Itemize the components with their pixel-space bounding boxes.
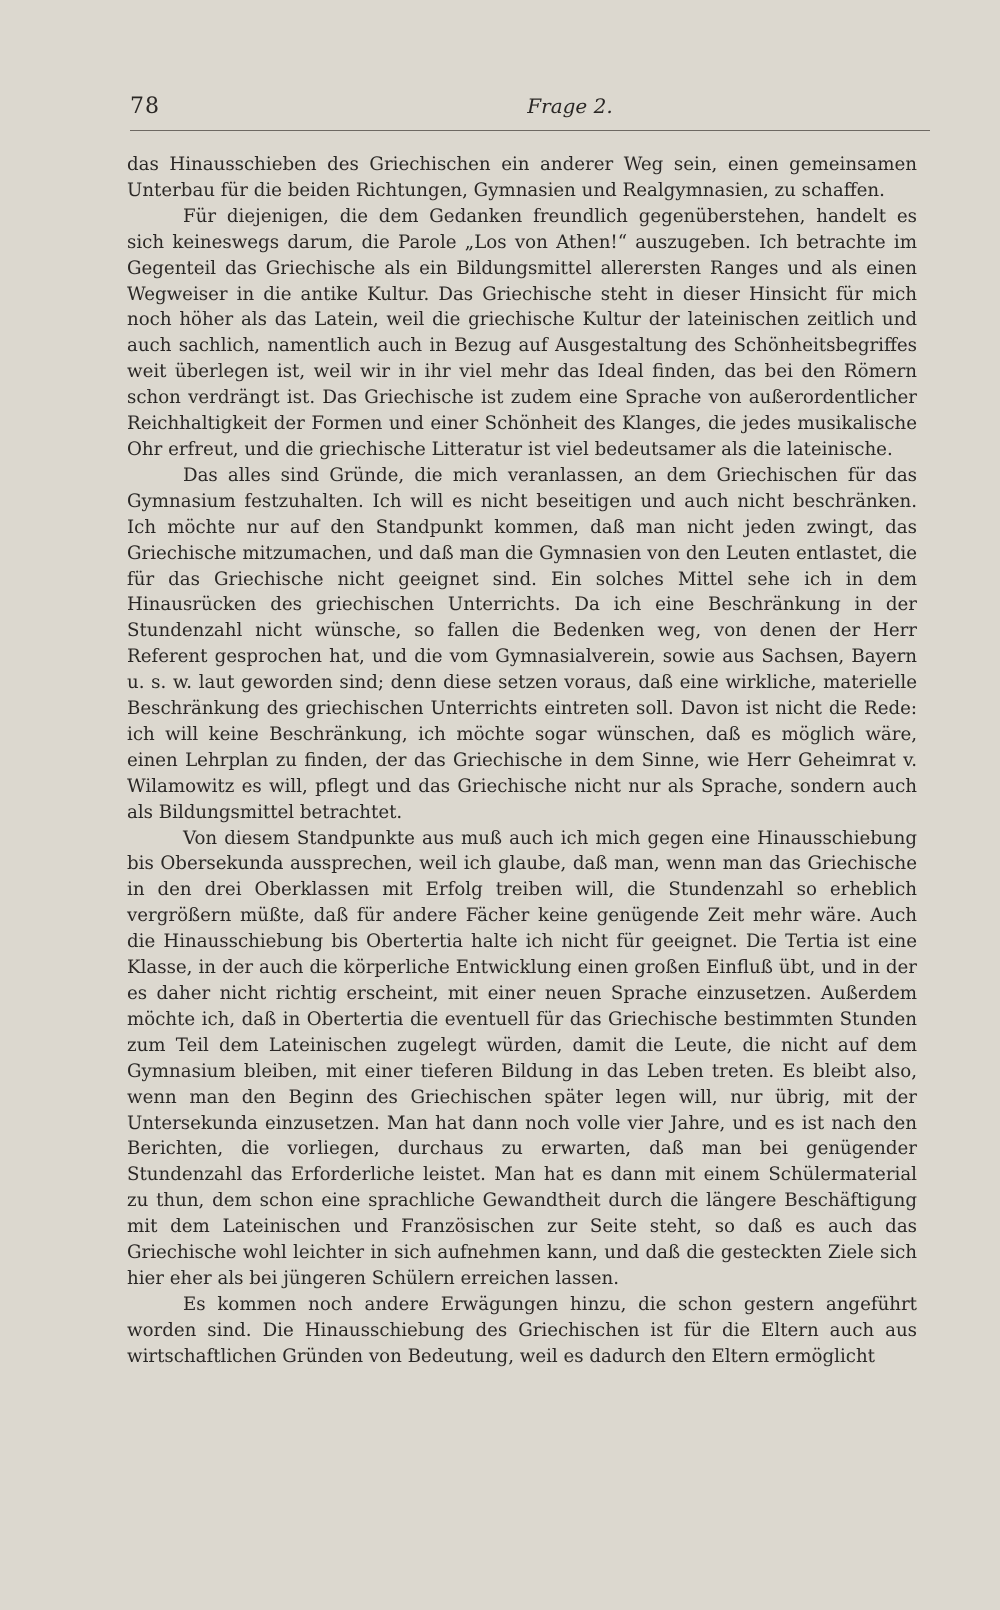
body-text	[127, 152, 917, 1370]
paragraph-5: Es kommen noch andere Erwägungen hinzu, die schon gestern angeführt worden sind. Die Hinausschiebung des Griechischen ist für die Eltern auch aus wirtschaftlichen Gründen von Bedeutung, weil es dadurch den Eltern ermöglicht	[127, 1293, 917, 1367]
page-header	[130, 94, 930, 130]
paragraph-2: Für diejenigen, die dem Gedanken freundlich gegenüberstehen, handelt es sich keineswegs darum, die Parole „Los von Athen!“ auszugeben. Ich betrachte im Gegenteil das Griechische als ein Bildungsmittel allerersten Ranges und als einen Wegweiser in die antike Kultur. Das Griechische steht in dieser Hinsicht für mich noch höher als das Latein, weil die griechische Kultur der lateinischen zeitlich und auch sachlich, namentlich auch in Bezug auf Ausgestaltung des Schönheitsbegriffes weit überlegen ist, weil wir in ihr viel mehr das Ideal finden, das bei den Römern schon verdrängt ist. Das Griechische ist zudem eine Sprache von außerordentlicher Reichhaltigkeit der Formen und einer Schönheit des Klanges, die jedes musikalische Ohr erfreut, und die griechische Litteratur ist viel bedeutsamer als die lateinische.	[127, 205, 917, 460]
paragraph-4: Von diesem Standpunkte aus muß auch ich mich gegen eine Hinausschiebung bis Obersekunda aussprechen, weil ich glaube, daß man, wenn man das Griechische in den drei Oberklassen mit Erfolg treiben will, die Stundenzahl so erheblich vergrößern müßte, daß für andere Fächer keine genügende Zeit mehr wäre. Auch die Hinausschiebung bis Obertertia halte ich nicht für geeignet. Die Tertia ist eine Klasse, in der auch die körperliche Entwicklung einen großen Einfluß übt, und in der es daher nicht richtig erscheint, mit einer neuen Sprache einzusetzen. Außerdem möchte ich, daß in Obertertia die eventuell für das Griechische bestimmten Stunden zum Teil dem Lateinischen zugelegt würden, damit die Leute, die nicht auf dem Gymnasium bleiben, mit einer tieferen Bildung in das Leben treten. Es bleibt also, wenn man den Beginn des Griechischen später legen will, nur übrig, mit der Untersekunda einzusetzen. Man hat dann noch volle vier Jahre, und es ist nach den Berichten, die vorliegen, durchaus zu erwarten, daß man bei genügender Stundenzahl das Erforderliche leistet. Man hat es dann mit einem Schülermaterial zu thun, dem schon eine sprachliche Gewandtheit durch die längere Beschäftigung mit dem Lateinischen und Französischen zur Seite steht, so daß es auch das Griechische wohl leichter in sich aufnehmen kann, und daß die gesteckten Ziele sich hier eher als bei jüngeren Schülern erreichen lassen.	[127, 827, 917, 1289]
header-rule	[130, 130, 930, 131]
page-number: 78	[130, 94, 160, 119]
running-title: Frage 2.	[527, 94, 613, 118]
paragraph-3: Das alles sind Gründe, die mich veranlassen, an dem Griechischen für das Gymnasium festzuhalten. Ich will es nicht beseitigen und auch nicht beschränken. Ich möchte nur auf den Standpunkt kommen, daß man nicht jeden zwingt, das Griechische mitzumachen, und daß man die Gymnasien von den Leuten entlastet, die für das Griechische nicht geeignet sind. Ein solches Mittel sehe ich in dem Hinausrücken des griechischen Unterrichts. Da ich eine Beschränkung in der Stundenzahl nicht wünsche, so fallen die Bedenken weg, von denen der Herr Referent gesprochen hat, und die vom Gymnasialverein, sowie aus Sachsen, Bayern u. s. w. laut geworden sind; denn diese setzen voraus, daß eine wirkliche, materielle Beschränkung des griechischen Unterrichts eintreten soll. Davon ist nicht die Rede: ich will keine Beschränkung, ich möchte sogar wünschen, daß es möglich wäre, einen Lehrplan zu finden, der das Griechische in dem Sinne, wie Herr Geheimrat v. Wilamowitz es will, pflegt und das Griechische nicht nur als Sprache, sondern auch als Bildungsmittel betrachtet.	[127, 464, 917, 823]
paragraph-1: das Hinausschieben des Griechischen ein anderer Weg sein, einen gemeinsamen Unterbau für die beiden Richtungen, Gymnasien und Realgymnasien, zu schaffen.	[127, 154, 917, 201]
